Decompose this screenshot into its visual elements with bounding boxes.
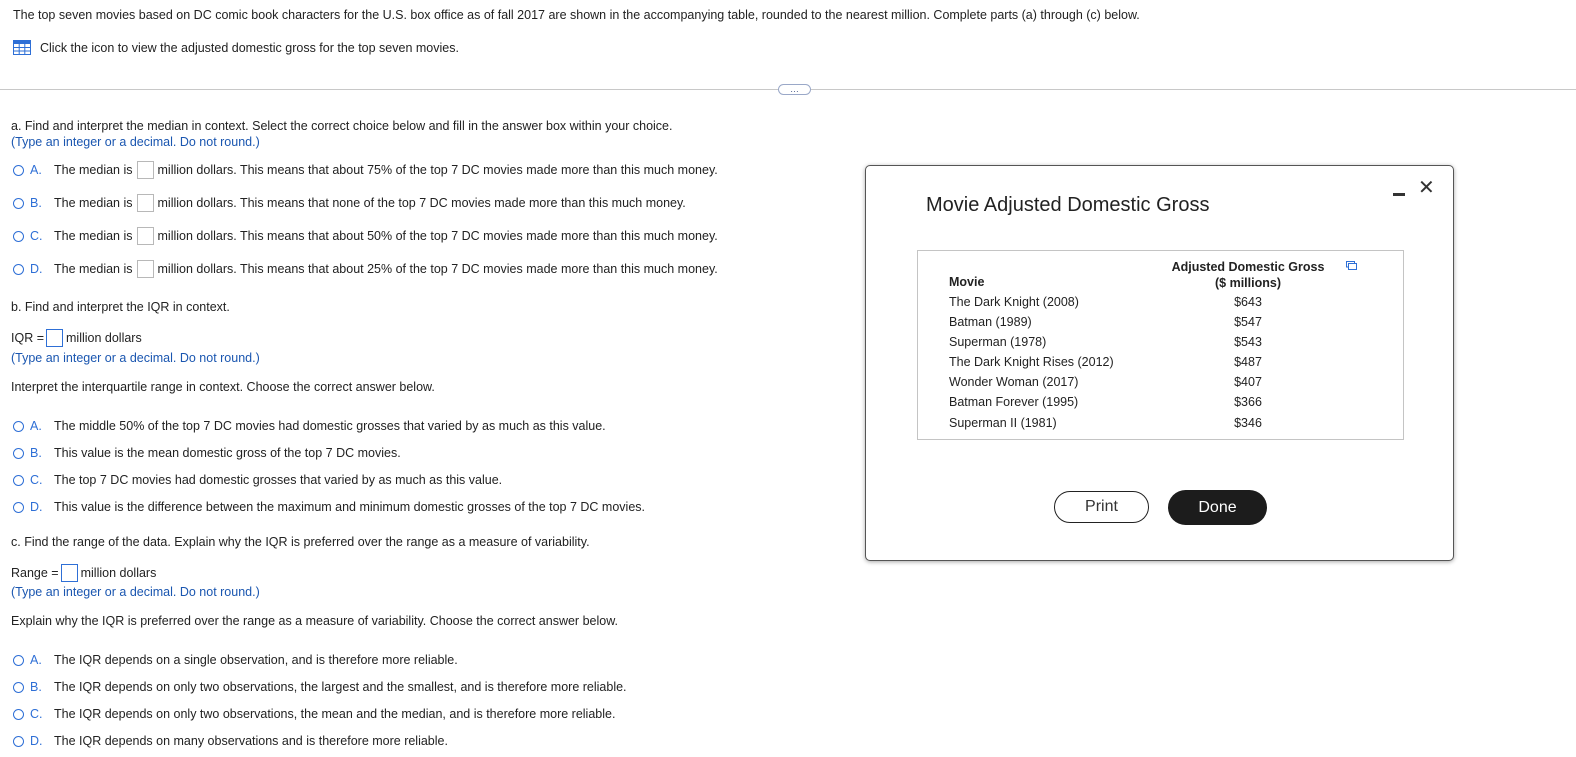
table-cell-gross: $547 — [1234, 315, 1262, 329]
choice-letter: B. — [30, 446, 42, 460]
radio-button[interactable] — [13, 165, 24, 176]
radio-button[interactable] — [13, 475, 24, 486]
dialog-title: Movie Adjusted Domestic Gross — [926, 194, 1210, 216]
column-header-gross-line2: ($ millions) — [1215, 276, 1281, 290]
table-cell-gross: $643 — [1234, 295, 1262, 309]
choice-prefix: The median is — [54, 163, 133, 177]
print-button[interactable]: Print — [1054, 491, 1149, 523]
iqr-input[interactable] — [46, 329, 63, 347]
radio-button[interactable] — [13, 682, 24, 693]
table-cell-gross: $366 — [1234, 395, 1262, 409]
choice-text: The IQR depends on a single observation, and is therefore more reliable. — [54, 653, 458, 667]
done-button[interactable]: Done — [1168, 490, 1267, 525]
radio-button[interactable] — [13, 448, 24, 459]
part-b-choice-b[interactable] — [13, 446, 401, 460]
median-input-c[interactable] — [137, 227, 154, 245]
range-input[interactable] — [61, 564, 78, 582]
choice-text: This value is the mean domestic gross of the top 7 DC movies. — [54, 446, 401, 460]
radio-button[interactable] — [13, 264, 24, 275]
part-c-prompt: c. Find the range of the data. Explain why the IQR is preferred over the range as a measure of variability. — [11, 535, 590, 549]
choice-text: The IQR depends on only two observations, the largest and the smallest, and is therefore more reliable. — [54, 680, 627, 694]
choice-letter: B. — [30, 680, 42, 694]
choice-text: This value is the difference between the maximum and minimum domestic grosses of the top 7 DC movies. — [54, 500, 646, 514]
table-cell-movie: Batman Forever (1995) — [949, 395, 1079, 409]
choice-letter: C. — [30, 473, 43, 487]
part-a-hint: (Type an integer or a decimal. Do not round.) — [11, 135, 260, 149]
part-a-choice-c[interactable] — [13, 227, 718, 245]
data-dialog — [865, 165, 1454, 561]
choice-letter: B. — [30, 196, 42, 210]
choice-letter: A. — [30, 653, 42, 667]
table-icon[interactable] — [13, 40, 31, 55]
data-table — [917, 250, 1404, 440]
choice-text: The middle 50% of the top 7 DC movies had domestic grosses that varied by as much as this value. — [54, 419, 606, 433]
radio-button[interactable] — [13, 655, 24, 666]
choice-text: The IQR depends on many observations and is therefore more reliable. — [54, 734, 448, 748]
part-c-choice-b[interactable] — [13, 680, 627, 694]
radio-button[interactable] — [13, 709, 24, 720]
more-button[interactable]: … — [778, 84, 811, 95]
column-header-movie: Movie — [949, 275, 985, 289]
part-b-interpret-prompt: Interpret the interquartile range in context. Choose the correct answer below. — [11, 380, 435, 394]
table-cell-gross: $543 — [1234, 335, 1262, 349]
column-header-gross-line1: Adjusted Domestic Gross — [1171, 260, 1325, 274]
table-cell-movie: The Dark Knight Rises (2012) — [949, 355, 1114, 369]
minimize-icon[interactable] — [1393, 193, 1405, 196]
table-cell-gross: $487 — [1234, 355, 1262, 369]
close-icon[interactable]: ✕ — [1418, 177, 1435, 199]
copy-icon[interactable] — [1346, 261, 1357, 270]
choice-letter: A. — [30, 419, 42, 433]
table-cell-movie: Batman (1989) — [949, 315, 1032, 329]
table-cell-movie: The Dark Knight (2008) — [949, 295, 1079, 309]
choice-letter: C. — [30, 707, 43, 721]
choice-letter: C. — [30, 229, 43, 243]
choice-letter: D. — [30, 262, 43, 276]
choice-suffix: million dollars. This means that none of the top 7 DC movies made more than this much money. — [157, 196, 686, 210]
part-c-explain-prompt: Explain why the IQR is preferred over the range as a measure of variability. Choose the correct answer below. — [11, 614, 619, 628]
table-cell-movie: Superman (1978) — [949, 335, 1047, 349]
iqr-row — [11, 329, 142, 347]
median-input-b[interactable] — [137, 194, 154, 212]
part-b-choice-d[interactable] — [13, 500, 645, 514]
part-a-prompt: a. Find and interpret the median in context. Select the correct choice below and fill in the answer box within your choice. — [11, 119, 673, 133]
part-c-choice-a[interactable] — [13, 653, 458, 667]
choice-text: The top 7 DC movies had domestic grosses that varied by as much as this value. — [54, 473, 503, 487]
part-b-choice-c[interactable] — [13, 473, 502, 487]
choice-suffix: million dollars. This means that about 75% of the top 7 DC movies made more than this much money. — [157, 163, 718, 177]
iqr-unit: million dollars — [66, 331, 142, 345]
part-c-choice-d[interactable] — [13, 734, 448, 748]
intro-text: The top seven movies based on DC comic book characters for the U.S. box office as of fall 2017 are shown in the accompanying table, rounded to the nearest million. Complete parts (a) through (c) below. — [13, 8, 1140, 22]
choice-prefix: The median is — [54, 229, 133, 243]
radio-button[interactable] — [13, 231, 24, 242]
radio-button[interactable] — [13, 198, 24, 209]
iqr-label: IQR = — [11, 331, 44, 345]
radio-button[interactable] — [13, 736, 24, 747]
part-a-choice-d[interactable] — [13, 260, 718, 278]
part-b-choice-a[interactable] — [13, 419, 606, 433]
range-unit: million dollars — [80, 566, 157, 580]
radio-button[interactable] — [13, 421, 24, 432]
choice-prefix: The median is — [54, 196, 133, 210]
choice-letter: A. — [30, 163, 42, 177]
part-c-hint: (Type an integer or a decimal. Do not round.) — [11, 585, 260, 599]
table-cell-gross: $407 — [1234, 375, 1262, 389]
part-c-choice-c[interactable] — [13, 707, 615, 721]
choice-text: The IQR depends on only two observations, the mean and the median, and is therefore more reliable. — [54, 707, 616, 721]
radio-button[interactable] — [13, 502, 24, 513]
part-b-prompt: b. Find and interpret the IQR in context. — [11, 300, 230, 314]
part-b-hint: (Type an integer or a decimal. Do not round.) — [11, 351, 260, 365]
choice-letter: D. — [30, 500, 43, 514]
range-row — [11, 564, 156, 582]
column-header-gross — [1148, 259, 1348, 291]
choice-letter: D. — [30, 734, 43, 748]
part-a-choice-b[interactable] — [13, 194, 686, 212]
table-cell-movie: Wonder Woman (2017) — [949, 375, 1079, 389]
icon-link-text: Click the icon to view the adjusted domestic gross for the top seven movies. — [40, 41, 459, 55]
part-a-choice-a[interactable] — [13, 161, 718, 179]
median-input-a[interactable] — [137, 161, 154, 179]
median-input-d[interactable] — [137, 260, 154, 278]
table-cell-movie: Superman II (1981) — [949, 416, 1057, 430]
range-label: Range = — [11, 566, 59, 580]
choice-suffix: million dollars. This means that about 25% of the top 7 DC movies made more than this much money. — [157, 262, 718, 276]
choice-suffix: million dollars. This means that about 50% of the top 7 DC movies made more than this much money. — [157, 229, 718, 243]
table-cell-gross: $346 — [1234, 416, 1262, 430]
choice-prefix: The median is — [54, 262, 133, 276]
